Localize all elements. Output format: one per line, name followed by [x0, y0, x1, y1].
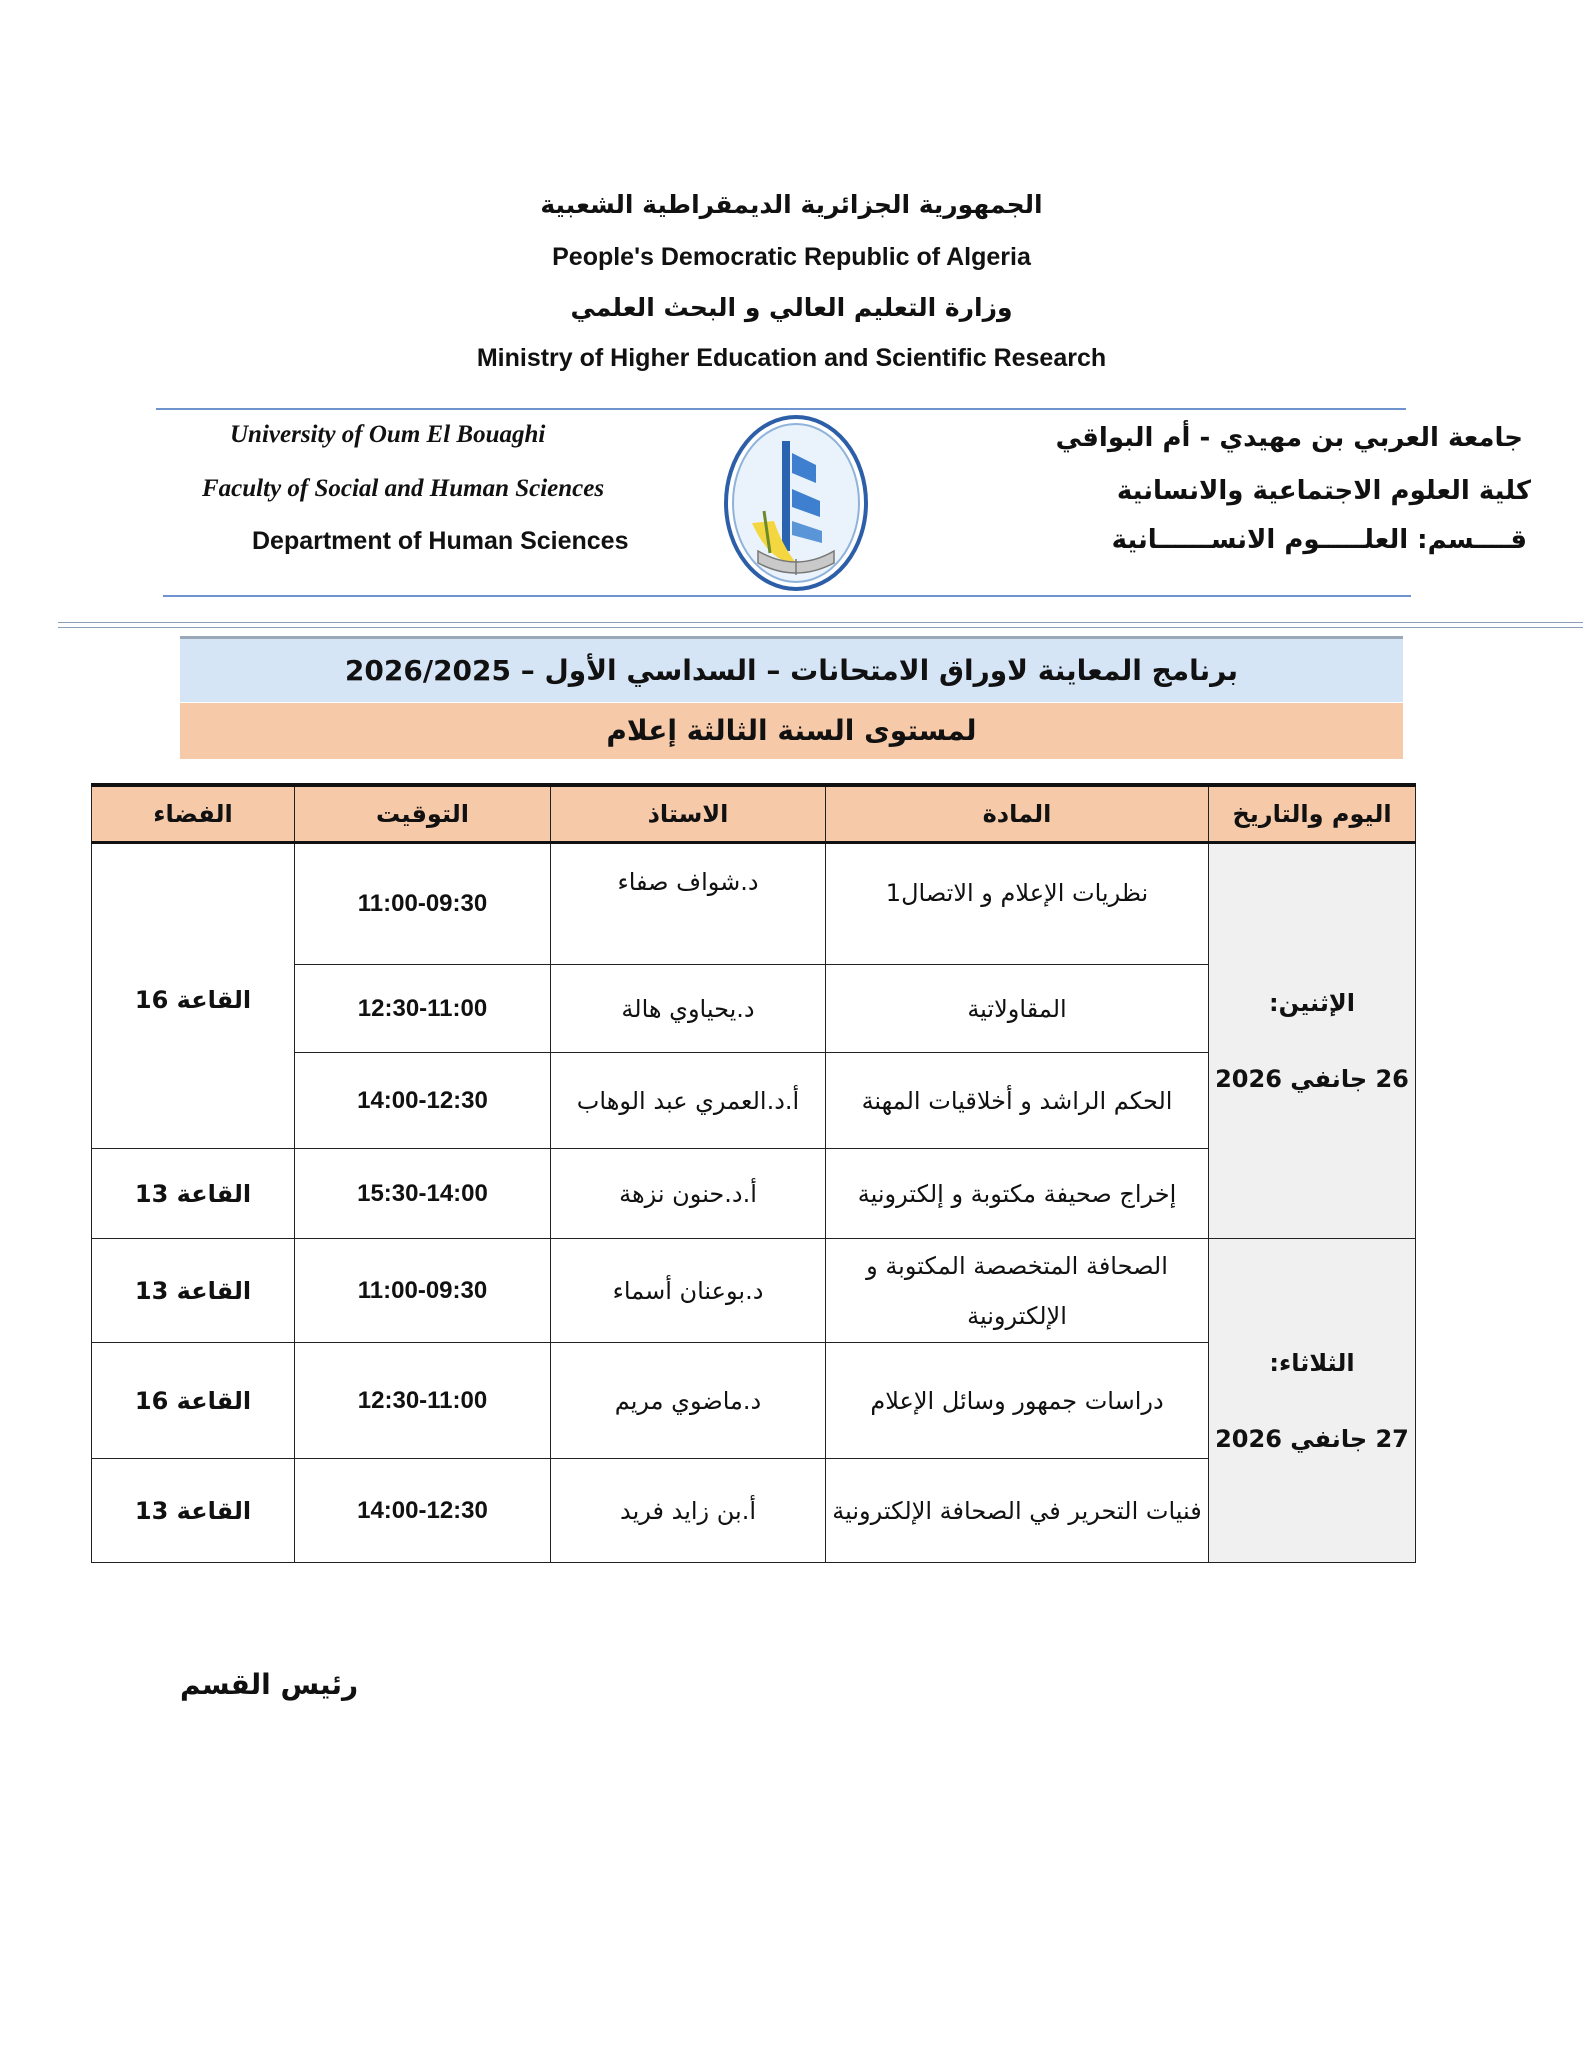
university-name-en: University of Oum El Bouaghi [230, 421, 546, 448]
subject-cell: دراسات جمهور وسائل الإعلام [826, 1343, 1209, 1459]
exam-schedule-table [91, 783, 1416, 1563]
header-bottom-rule [163, 595, 1411, 597]
room-cell: القاعة 16 [92, 1343, 295, 1459]
table-row [92, 1239, 1416, 1343]
faculty-name-en: Faculty of Social and Human Sciences [202, 475, 605, 502]
professor-cell: د.يحياوي هالة [551, 965, 826, 1053]
header-time: التوقيت [295, 785, 551, 843]
header-subject: المادة [826, 785, 1209, 843]
room-cell: القاعة 13 [92, 1149, 295, 1239]
time-cell: 15:30-14:00 [295, 1149, 551, 1239]
time-cell: 11:00-09:30 [295, 843, 551, 965]
time-cell: 14:00-12:30 [295, 1459, 551, 1563]
faculty-name-ar: كلية العلوم الاجتماعية والانسانية [1116, 476, 1531, 506]
day-name: الثلاثاء: [1269, 1348, 1355, 1377]
professor-cell: أ.بن زايد فريد [551, 1459, 826, 1563]
room-cell: القاعة 16 [92, 843, 295, 1149]
subject-cell: إخراج صحيفة مكتوبة و إلكترونية [826, 1149, 1209, 1239]
room-cell: القاعة 13 [92, 1459, 295, 1563]
time-cell: 14:00-12:30 [295, 1053, 551, 1149]
department-head-signature-label: رئيس القسم [180, 1668, 359, 1701]
professor-cell: د.ماضوي مريم [551, 1343, 826, 1459]
time-cell: 11:00-09:30 [295, 1239, 551, 1343]
day-date: 27 جانفي 2026 [1215, 1424, 1409, 1453]
room-cell: القاعة 13 [92, 1239, 295, 1343]
ministry-title-en: Ministry of Higher Education and Scientific Research [476, 344, 1107, 372]
professor-cell: أ.د.حنون نزهة [551, 1149, 826, 1239]
subject-cell: المقاولاتية [826, 965, 1209, 1053]
header-room: الفضاء [92, 785, 295, 843]
subject-cell: فنيات التحرير في الصحافة الإلكترونية [826, 1459, 1209, 1563]
department-name-ar: قــــسم: العلـــــوم الانســــــانية [1111, 525, 1527, 555]
table-row [92, 843, 1416, 965]
university-logo-icon [722, 413, 870, 593]
professor-cell: أ.د.العمري عبد الوهاب [551, 1053, 826, 1149]
republic-title-ar: الجمهورية الجزائرية الديمقراطية الشعبية [540, 190, 1043, 219]
professor-cell: د.بوعنان أسماء [551, 1239, 826, 1343]
page-divider [58, 622, 1583, 623]
ministry-title-ar: وزارة التعليم العالي و البحث العلمي [570, 293, 1013, 322]
republic-title-en: People's Democratic Republic of Algeria [552, 243, 1031, 271]
program-title: برنامج المعاينة لاوراق الامتحانات – السداسي الأول – 2026/2025 [180, 636, 1403, 702]
table-header-row [92, 785, 1416, 843]
time-cell: 12:30-11:00 [295, 965, 551, 1053]
time-cell: 12:30-11:00 [295, 1343, 551, 1459]
department-name-en: Department of Human Sciences [252, 527, 629, 555]
level-title: لمستوى السنة الثالثة إعلام [180, 703, 1403, 759]
header-day: اليوم والتاريخ [1209, 785, 1416, 843]
subject-cell: الحكم الراشد و أخلاقيات المهنة [826, 1053, 1209, 1149]
subject-cell: نظريات الإعلام و الاتصال1 [826, 843, 1209, 965]
day-cell-monday [1209, 843, 1416, 1239]
university-name-ar: جامعة العربي بن مهيدي - أم البواقي [1055, 423, 1523, 453]
day-cell-tuesday [1209, 1239, 1416, 1563]
day-date: 26 جانفي 2026 [1215, 1065, 1409, 1093]
header-professor: الاستاذ [551, 785, 826, 843]
day-name: الإثنين: [1269, 989, 1355, 1017]
subject-cell: الصحافة المتخصصة المكتوبة و الإلكترونية [826, 1239, 1209, 1343]
professor-cell: د.شواف صفاء [551, 843, 826, 965]
page-divider-secondary [58, 627, 1583, 628]
header-top-rule [156, 408, 1406, 410]
